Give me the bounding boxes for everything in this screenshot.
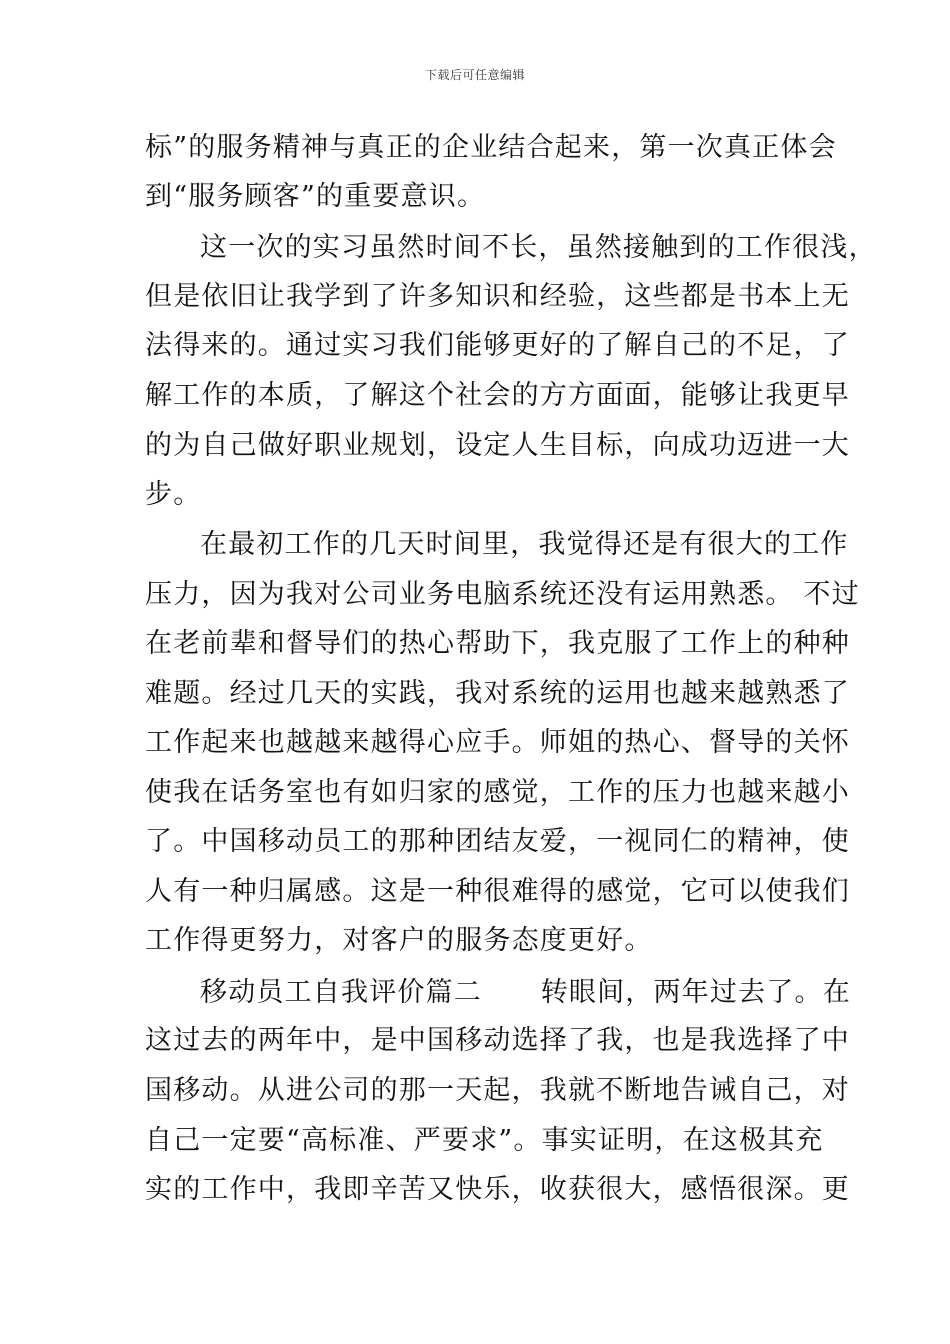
paragraph-line: 在老前辈和督导们的热心帮助下，我克服了工作上的种种 — [145, 628, 850, 659]
paragraph-line: 工作得更努力，对客户的服务态度更好。 — [145, 925, 653, 956]
paragraph-line: 工作起来也越越来越得心应手。师姐的热心、督导的关怀 — [145, 727, 850, 758]
paragraph-line: 实的工作中，我即辛苦又快乐，收获很大，感悟很深。更 — [145, 1174, 850, 1205]
paragraph-line: 到“服务顾客”的重要意识。 — [145, 181, 486, 212]
paragraph-line: 但是依旧让我学到了许多知识和经验，这些都是书本上无 — [145, 281, 850, 312]
page-header-note: 下载后可任意编辑 — [424, 68, 525, 82]
paragraph-line: 解工作的本质，了解这个社会的方方面面，能够让我更早 — [145, 380, 850, 411]
paragraph-line: 移动员工自我评价篇二 转眼间，两年过去了。在 — [200, 977, 851, 1008]
paragraph-line: 这一次的实习虽然时间不长，虽然接触到的工作很浅， — [200, 232, 877, 263]
paragraph-line: 在最初工作的几天时间里，我觉得还是有很大的工作 — [200, 529, 849, 560]
paragraph-line: 标”的服务精神与真正的企业结合起来，第一次真正体会 — [145, 132, 837, 163]
paragraph-line: 压力，因为我对公司业务电脑系统还没有运用熟悉。 不过 — [145, 579, 860, 610]
paragraph-line: 步。 — [145, 479, 202, 510]
paragraph-line: 这过去的两年中，是中国移动选择了我，也是我选择了中 — [145, 1025, 850, 1056]
paragraph-line: 自己一定要“高标准、严要求”。事实证明，在这极其充 — [145, 1125, 824, 1156]
paragraph-line: 了。中国移动员工的那种团结友爱，一视同仁的精神，使 — [145, 826, 850, 857]
paragraph-line: 难题。经过几天的实践，我对系统的运用也越来越熟悉了 — [145, 678, 850, 709]
paragraph-line: 国移动。从进公司的那一天起，我就不断地告诫自己，对 — [145, 1075, 850, 1106]
paragraph-line: 法得来的。通过实习我们能够更好的了解自己的不足，了 — [145, 330, 850, 361]
paragraph-line: 人有一种归属感。这是一种很难得的感觉，它可以使我们 — [145, 876, 850, 907]
paragraph-line: 使我在话务室也有如归家的感觉，工作的压力也越来越小 — [145, 777, 850, 808]
paragraph-line: 的为自己做好职业规划，设定人生目标，向成功迈进一大 — [145, 430, 850, 461]
